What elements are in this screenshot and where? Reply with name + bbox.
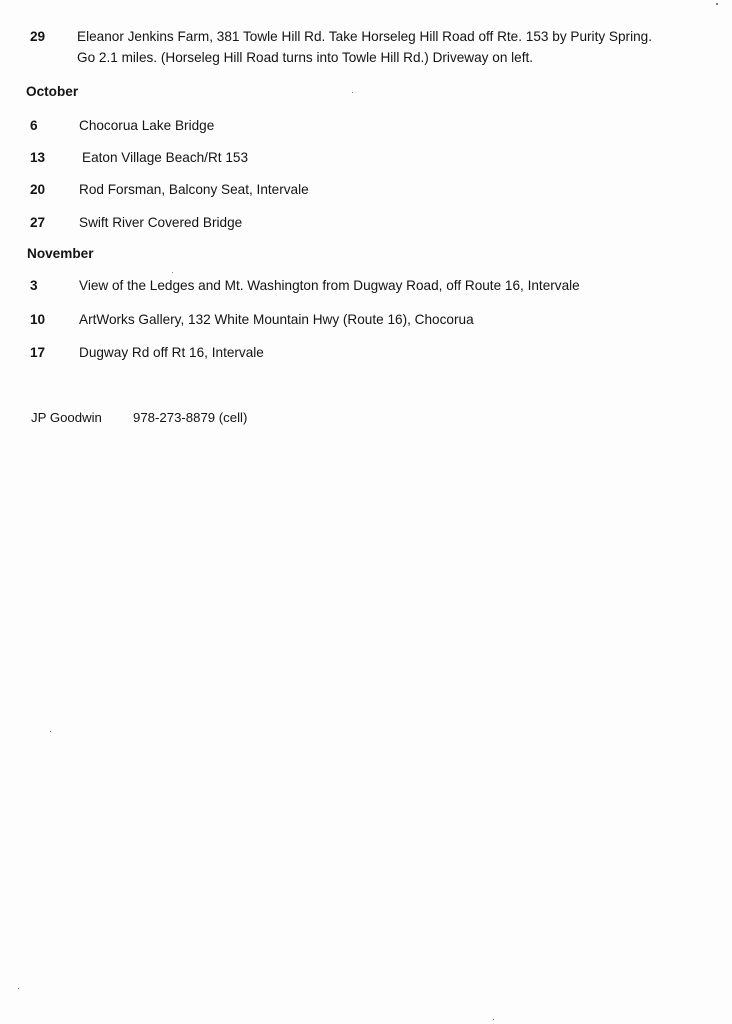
entry-day: 3 [30, 278, 38, 293]
scan-speck [493, 1019, 494, 1020]
contact-phone: 978-273-8879 (cell) [133, 410, 248, 425]
entry-day: 20 [30, 182, 46, 197]
entry-day: 6 [30, 118, 38, 133]
contact-name: JP Goodwin [31, 410, 102, 425]
entry-location: Rod Forsman, Balcony Seat, Intervale [79, 182, 309, 197]
entry-day: 29 [30, 29, 46, 44]
scan-speck [352, 92, 353, 93]
scan-speck [50, 731, 51, 732]
entry-day: 17 [30, 345, 46, 360]
scan-speck [18, 988, 19, 989]
entry-location: Eaton Village Beach/Rt 153 [82, 150, 249, 165]
month-heading-october: October [26, 84, 79, 99]
entry-day: 10 [30, 312, 46, 327]
entry-day: 13 [30, 150, 46, 165]
entry-location: Dugway Rd off Rt 16, Intervale [79, 345, 264, 360]
entry-location: Eleanor Jenkins Farm, 381 Towle Hill Rd. Take Horseleg Hill Road off Rte. 153 by Purity Spring. [77, 29, 652, 44]
entry-location: View of the Ledges and Mt. Washington from Dugway Road, off Route 16, Intervale [79, 278, 580, 293]
entry-day: 27 [30, 215, 46, 230]
entry-location: ArtWorks Gallery, 132 White Mountain Hwy (Route 16), Chocorua [79, 312, 474, 327]
entry-location: Chocorua Lake Bridge [79, 118, 215, 133]
scan-speck [716, 3, 718, 5]
month-heading-november: November [27, 246, 94, 261]
scan-speck [172, 272, 173, 273]
entry-directions: Go 2.1 miles. (Horseleg Hill Road turns into Towle Hill Rd.) Driveway on left. [77, 50, 534, 65]
entry-location: Swift River Covered Bridge [79, 215, 243, 230]
